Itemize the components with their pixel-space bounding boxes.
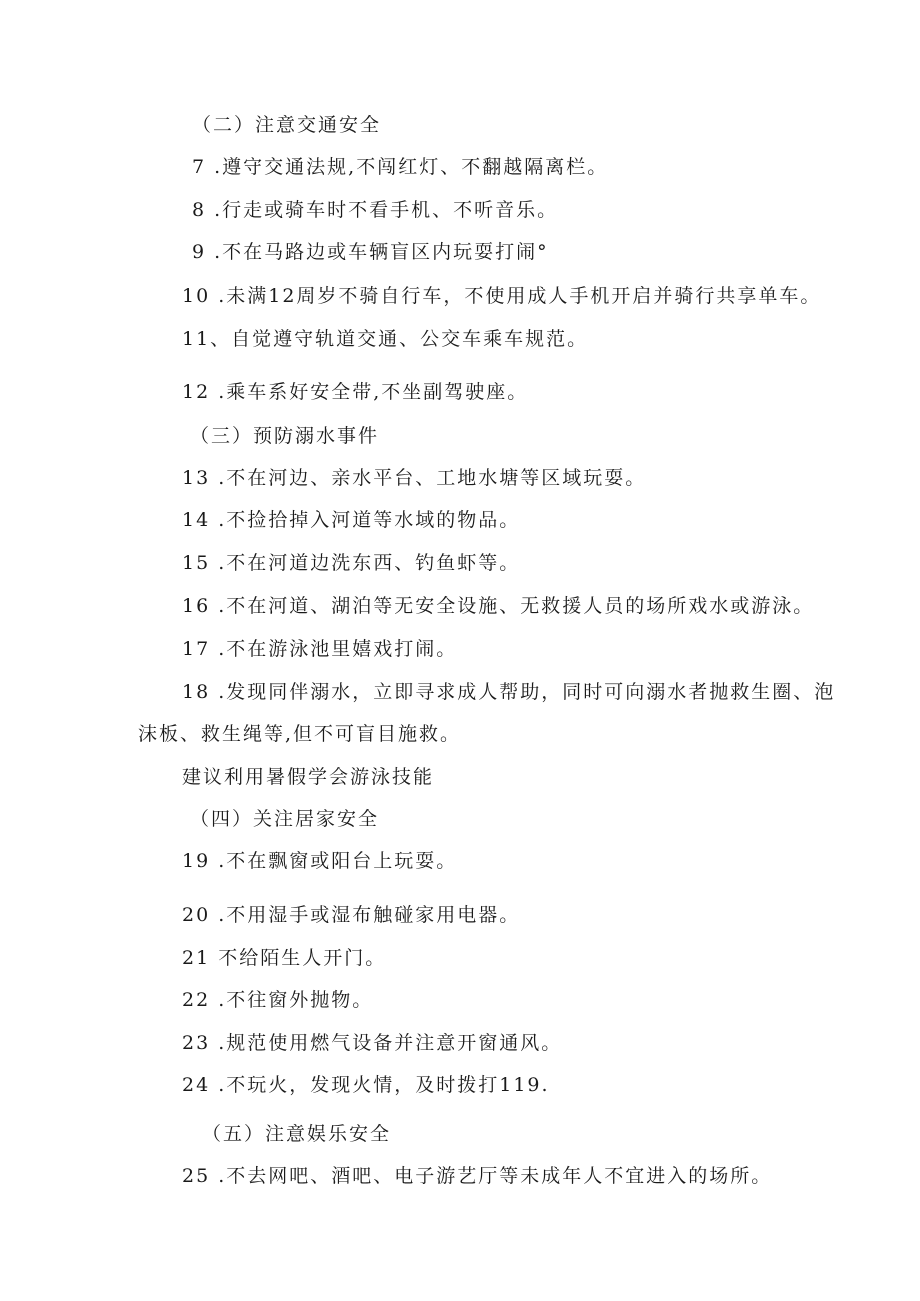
section-heading-entertainment: （五）注意娱乐安全 <box>202 1123 392 1145</box>
list-item: 25 .不去网吧、酒吧、电子游艺厅等未成年人不宜进入的场所。 <box>182 1165 773 1187</box>
section-heading-drowning: （三）预防溺水事件 <box>190 425 380 447</box>
list-item: 13 .不在河边、亲水平台、工地水塘等区域玩耍。 <box>182 467 647 489</box>
list-item: 19 .不在飘窗或阳台上玩耍。 <box>182 850 458 872</box>
list-item: 17 .不在游泳池里嬉戏打闹。 <box>182 638 458 660</box>
list-item: 20 .不用湿手或湿布触碰家用电器。 <box>182 904 521 926</box>
list-item: 23 .规范使用燃气设备并注意开窗通风。 <box>182 1032 563 1054</box>
list-item: 22 .不往窗外抛物。 <box>182 989 374 1011</box>
list-item: 9 .不在马路边或车辆盲区内玩耍打闹° <box>192 241 549 263</box>
list-item: 14 .不捡拾掉入河道等水域的物品。 <box>182 509 521 531</box>
list-item: 7 .遵守交通法规,不闯红灯、不翻越隔离栏。 <box>192 156 609 178</box>
list-item-continuation: 沫板、救生绳等,但不可盲目施救。 <box>138 723 462 745</box>
list-item: 8 .行走或骑车时不看手机、不听音乐。 <box>192 199 559 221</box>
list-item: 11、自觉遵守轨道交通、公交车乘车规范。 <box>182 328 589 350</box>
list-item: 18 .发现同伴溺水，立即寻求成人帮助，同时可向溺水者抛救生圈、泡 <box>182 681 836 703</box>
section-heading-home: （四）关注居家安全 <box>190 808 380 830</box>
list-item: 15 .不在河道边洗东西、钓鱼虾等。 <box>182 552 521 574</box>
note-text: 建议利用暑假学会游泳技能 <box>182 766 435 788</box>
list-item: 24 .不玩火，发现火情，及时拨打119. <box>182 1074 550 1096</box>
list-item: 21 不给陌生人开门。 <box>182 947 387 969</box>
section-heading-traffic: （二）注意交通安全 <box>192 114 382 136</box>
list-item: 16 .不在河道、湖泊等无安全设施、无救援人员的场所戏水或游泳。 <box>182 595 815 617</box>
list-item: 10 .未满12周岁不骑自行车，不使用成人手机开启并骑行共享单车。 <box>182 285 822 307</box>
list-item: 12 .乘车系好安全带,不坐副驾驶座。 <box>182 381 529 403</box>
